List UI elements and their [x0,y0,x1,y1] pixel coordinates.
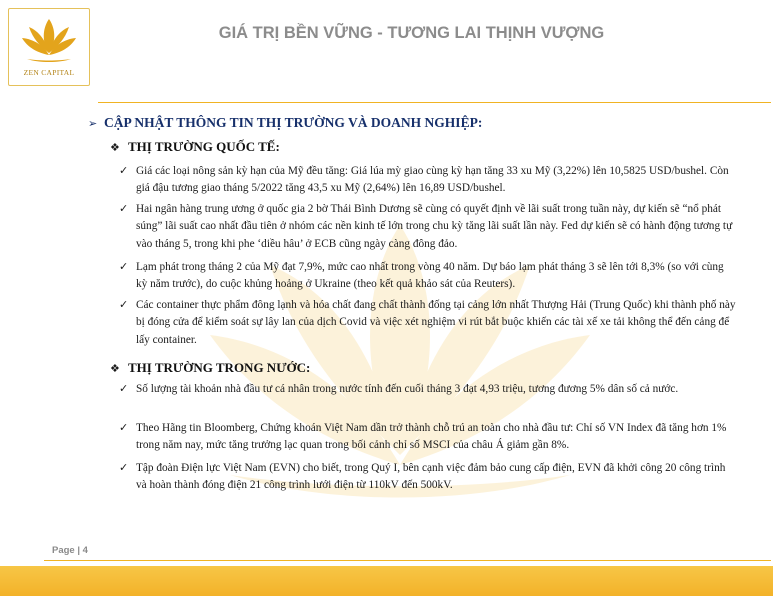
subheading-domestic: THỊ TRƯỜNG TRONG NƯỚC: [128,360,311,375]
list-item [119,381,736,398]
footer-divider [44,560,771,561]
list-item [119,163,736,198]
list-item [119,297,736,349]
footer-band [0,566,773,596]
list-item-text: Hai ngân hàng trung ương ở quốc gia 2 bờ Thái Bình Dương sẽ cùng có quyết định về lãi suất trong tuần này, dự kiến sẽ “nổ phát súng” lãi suất cao nhất đầu tiên ở nhóm các nền kinh tế lớn trong chu kỳ tăng lãi suất lần này. Fed dự kiến sẽ có hành động tương tự vào tháng 5, trong khi phe ‘diều hâu’ ở ECB cũng ngày càng đông đảo. [136,203,733,250]
checkmark-icon: ✓ [119,203,129,215]
list-item [119,259,736,294]
checkmark-icon: ✓ [119,462,129,474]
diamond-icon: ❖ [110,142,120,154]
list-item-text: Theo Hãng tin Bloomberg, Chứng khoán Việt Nam dần trở thành chỗ trú an toàn cho nhà đầu tư: Chỉ số VN Index đã tăng hơn 1% trong năm nay, mức tăng trưởng lạc quan trong bối cảnh chỉ số MSCI của châu Á giảm gần 8%. [136,422,727,452]
checkmark-icon: ✓ [119,383,129,395]
page-header-title: GIÁ TRỊ BỀN VỮNG - TƯƠNG LAI THỊNH VƯỢNG [218,24,605,42]
checkmark-icon: ✓ [119,261,129,273]
company-logo [8,8,90,86]
diamond-icon: ❖ [110,363,120,375]
logo-text: ZEN CAPITAL [23,68,75,77]
section-heading: CẬP NHẬT THÔNG TIN THỊ TRƯỜNG VÀ DOANH NGHIỆP: [104,115,483,130]
list-item-text: Lạm phát trong tháng 2 của Mỹ đạt 7,9%, mức cao nhất trong vòng 40 năm. Dự báo lạm phát tháng 3 sẽ lên tới 8,3% (so với cùng kỳ năm trước), do cuộc khủng hoảng ở Ukraine (theo kết quả khảo sát của Reuters). [136,261,724,291]
list-item [119,420,736,455]
list-item-text: Tập đoàn Điện lực Việt Nam (EVN) cho biết, trong Quý I, bên cạnh việc đảm bảo cung cấp điện, EVN đã khởi công 20 công trình và hoàn thành đóng điện 21 công trình lưới điện từ 110kV đến 500kV. [136,462,726,492]
header-divider [98,102,771,103]
checkmark-icon: ✓ [119,299,129,311]
list-item-text: Các container thực phẩm đông lạnh và hóa chất đang chất thành đống tại cảng lớn nhất Thượng Hải (Trung Quốc) khi thành phố này bị đóng cửa để kiểm soát sự lây lan của dịch Covid và việc xét nghiệm vi rút bắt buộc khiến các tài xế xe tải không thể đến cảng để lấy container. [136,299,736,346]
list-item [119,201,736,253]
checkmark-icon: ✓ [119,165,129,177]
page-number: Page | 4 [52,545,88,556]
subheading-international: THỊ TRƯỜNG QUỐC TẾ: [128,139,280,154]
list-item-text: Giá các loại nông sản kỳ hạn của Mỹ đều tăng: Giá lúa mỳ giao cùng kỳ hạn tăng 33 xu Mỹ (3,22%) lên 10,5825 USD/bushel. Còn giá đậu tương giao tháng 5/2022 tăng 43,5 xu Mỹ (2,64%) lên 16,89 USD/bushel. [136,165,729,195]
arrow-icon: ➢ [88,118,98,130]
list-item [119,460,736,495]
list-item-text: Số lượng tài khoản nhà đầu tư cá nhân trong nước tính đến cuối tháng 3 đạt 4,93 triệu, tương đương 5% dân số cả nước. [136,383,679,395]
checkmark-icon: ✓ [119,422,129,434]
